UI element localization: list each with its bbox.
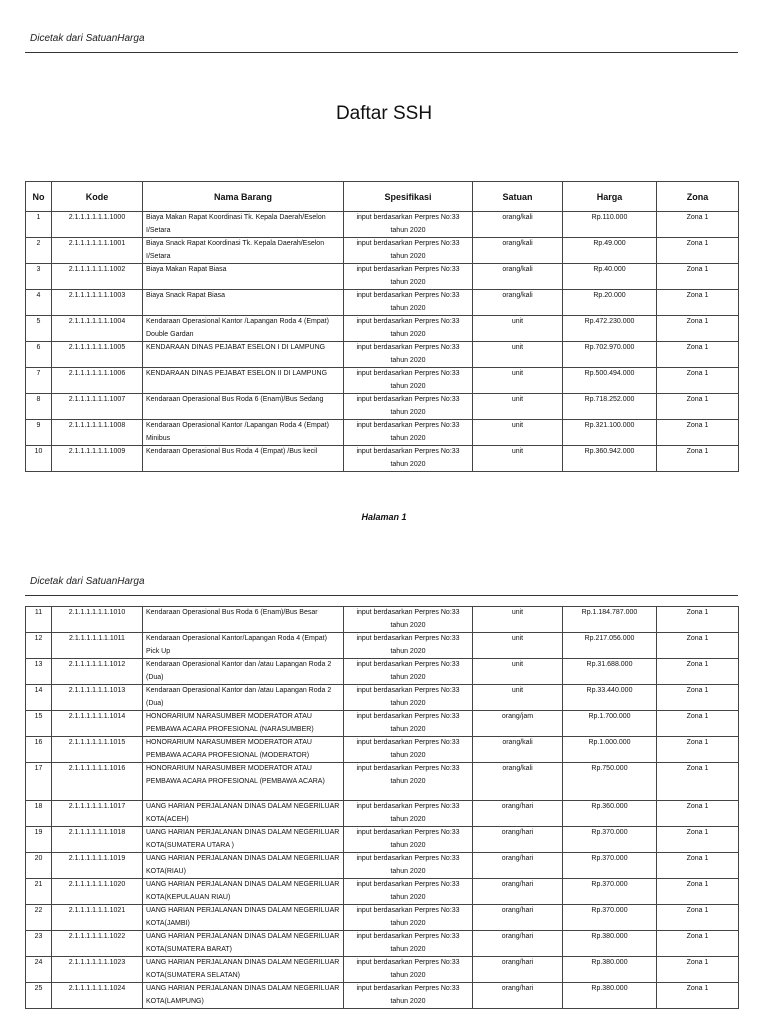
- cell-kode: 2.1.1.1.1.1.1.1000: [52, 212, 143, 238]
- table-row: [26, 879, 739, 905]
- cell-zona: Zona 1: [657, 983, 739, 1009]
- cell-no: 13: [26, 659, 52, 685]
- cell-harga: Rp.40.000: [563, 264, 657, 290]
- cell-zona: Zona 1: [657, 801, 739, 827]
- cell-spesifikasi: input berdasarkan Perpres No:33 tahun 2020: [344, 633, 473, 659]
- page-number: Halaman 1: [361, 512, 407, 522]
- table-row: [26, 316, 739, 342]
- col-header-kode: Kode: [52, 182, 143, 212]
- cell-zona: Zona 1: [657, 212, 739, 238]
- cell-nama-barang: UANG HARIAN PERJALANAN DINAS DALAM NEGERILUAR KOTA(RIAU): [143, 853, 344, 879]
- table-row: [26, 446, 739, 472]
- cell-harga: Rp.472.230.000: [563, 316, 657, 342]
- cell-zona: Zona 1: [657, 394, 739, 420]
- cell-satuan: orang/hari: [473, 931, 563, 957]
- cell-nama-barang: Kendaraan Operasional Bus Roda 6 (Enam)/Bus Besar: [143, 607, 344, 633]
- cell-spesifikasi: input berdasarkan Perpres No:33 tahun 2020: [344, 983, 473, 1009]
- cell-satuan: unit: [473, 659, 563, 685]
- table-row: [26, 801, 739, 827]
- cell-kode: 2.1.1.1.1.1.1.1018: [52, 827, 143, 853]
- cell-harga: Rp.31.688.000: [563, 659, 657, 685]
- cell-satuan: orang/kali: [473, 238, 563, 264]
- cell-zona: Zona 1: [657, 264, 739, 290]
- cell-satuan: orang/hari: [473, 853, 563, 879]
- cell-no: 20: [26, 853, 52, 879]
- ssh-table-page-2: [25, 606, 739, 1009]
- cell-kode: 2.1.1.1.1.1.1.1019: [52, 853, 143, 879]
- cell-kode: 2.1.1.1.1.1.1.1009: [52, 446, 143, 472]
- col-header-satuan: Satuan: [473, 182, 563, 212]
- cell-spesifikasi: input berdasarkan Perpres No:33 tahun 2020: [344, 264, 473, 290]
- table-row: [26, 763, 739, 801]
- cell-no: 5: [26, 316, 52, 342]
- cell-zona: Zona 1: [657, 879, 739, 905]
- cell-kode: 2.1.1.1.1.1.1.1014: [52, 711, 143, 737]
- cell-no: 8: [26, 394, 52, 420]
- cell-harga: Rp.750.000: [563, 763, 657, 801]
- cell-nama-barang: HONORARIUM NARASUMBER MODERATOR ATAU PEMBAWA ACARA PROFESIONAL (MODERATOR): [143, 737, 344, 763]
- cell-satuan: orang/jam: [473, 711, 563, 737]
- cell-satuan: unit: [473, 607, 563, 633]
- cell-spesifikasi: input berdasarkan Perpres No:33 tahun 2020: [344, 957, 473, 983]
- cell-kode: 2.1.1.1.1.1.1.1001: [52, 238, 143, 264]
- cell-satuan: orang/kali: [473, 264, 563, 290]
- cell-satuan: orang/hari: [473, 801, 563, 827]
- cell-no: 2: [26, 238, 52, 264]
- table-row: [26, 905, 739, 931]
- cell-zona: Zona 1: [657, 633, 739, 659]
- cell-zona: Zona 1: [657, 763, 739, 801]
- cell-zona: Zona 1: [657, 316, 739, 342]
- cell-no: 4: [26, 290, 52, 316]
- cell-no: 6: [26, 342, 52, 368]
- ssh-table-page-1: [25, 181, 739, 472]
- table-row: [26, 827, 739, 853]
- cell-no: 3: [26, 264, 52, 290]
- table-row: [26, 368, 739, 394]
- cell-zona: Zona 1: [657, 420, 739, 446]
- cell-kode: 2.1.1.1.1.1.1.1006: [52, 368, 143, 394]
- table-row: [26, 342, 739, 368]
- cell-nama-barang: Biaya Snack Rapat Koordinasi Tk. Kepala Daerah/Eselon I/Setara: [143, 238, 344, 264]
- cell-kode: 2.1.1.1.1.1.1.1003: [52, 290, 143, 316]
- cell-no: 25: [26, 983, 52, 1009]
- cell-no: 21: [26, 879, 52, 905]
- cell-kode: 2.1.1.1.1.1.1.1002: [52, 264, 143, 290]
- cell-no: 17: [26, 763, 52, 801]
- cell-no: 15: [26, 711, 52, 737]
- cell-spesifikasi: input berdasarkan Perpres No:33 tahun 2020: [344, 238, 473, 264]
- cell-no: 1: [26, 212, 52, 238]
- cell-zona: Zona 1: [657, 290, 739, 316]
- table-row: [26, 633, 739, 659]
- table-row: [26, 290, 739, 316]
- cell-zona: Zona 1: [657, 957, 739, 983]
- cell-kode: 2.1.1.1.1.1.1.1008: [52, 420, 143, 446]
- cell-no: 19: [26, 827, 52, 853]
- cell-harga: Rp.380.000: [563, 983, 657, 1009]
- cell-harga: Rp.370.000: [563, 879, 657, 905]
- cell-kode: 2.1.1.1.1.1.1.1007: [52, 394, 143, 420]
- cell-satuan: orang/hari: [473, 957, 563, 983]
- cell-no: 10: [26, 446, 52, 472]
- cell-kode: 2.1.1.1.1.1.1.1023: [52, 957, 143, 983]
- cell-harga: Rp.1.000.000: [563, 737, 657, 763]
- table-row: [26, 931, 739, 957]
- cell-nama-barang: Biaya Makan Rapat Biasa: [143, 264, 344, 290]
- cell-spesifikasi: input berdasarkan Perpres No:33 tahun 2020: [344, 931, 473, 957]
- printed-from-header-page-2: Dicetak dari SatuanHarga: [30, 576, 145, 587]
- cell-zona: Zona 1: [657, 607, 739, 633]
- cell-kode: 2.1.1.1.1.1.1.1004: [52, 316, 143, 342]
- cell-nama-barang: UANG HARIAN PERJALANAN DINAS DALAM NEGERILUAR KOTA(SUMATERA BARAT): [143, 931, 344, 957]
- cell-spesifikasi: input berdasarkan Perpres No:33 tahun 2020: [344, 711, 473, 737]
- col-header-spesifikasi: Spesifikasi: [344, 182, 473, 212]
- cell-kode: 2.1.1.1.1.1.1.1022: [52, 931, 143, 957]
- table-row: [26, 983, 739, 1009]
- cell-zona: Zona 1: [657, 368, 739, 394]
- cell-spesifikasi: input berdasarkan Perpres No:33 tahun 2020: [344, 905, 473, 931]
- table-row: [26, 264, 739, 290]
- cell-harga: Rp.360.000: [563, 801, 657, 827]
- cell-zona: Zona 1: [657, 238, 739, 264]
- table-row: [26, 238, 739, 264]
- cell-spesifikasi: input berdasarkan Perpres No:33 tahun 2020: [344, 659, 473, 685]
- cell-spesifikasi: input berdasarkan Perpres No:33 tahun 2020: [344, 737, 473, 763]
- cell-satuan: unit: [473, 685, 563, 711]
- cell-kode: 2.1.1.1.1.1.1.1011: [52, 633, 143, 659]
- cell-harga: Rp.20.000: [563, 290, 657, 316]
- table-row: [26, 659, 739, 685]
- cell-nama-barang: Kendaraan Operasional Kantor dan /atau Lapangan Roda 2 (Dua): [143, 685, 344, 711]
- cell-kode: 2.1.1.1.1.1.1.1021: [52, 905, 143, 931]
- cell-zona: Zona 1: [657, 827, 739, 853]
- table-row: [26, 853, 739, 879]
- cell-zona: Zona 1: [657, 905, 739, 931]
- col-header-nama-barang: Nama Barang: [143, 182, 344, 212]
- header-divider-page-2: [25, 595, 738, 596]
- cell-satuan: orang/hari: [473, 905, 563, 931]
- cell-nama-barang: UANG HARIAN PERJALANAN DINAS DALAM NEGERILUAR KOTA(ACEH): [143, 801, 344, 827]
- cell-spesifikasi: input berdasarkan Perpres No:33 tahun 2020: [344, 342, 473, 368]
- cell-spesifikasi: input berdasarkan Perpres No:33 tahun 2020: [344, 446, 473, 472]
- cell-nama-barang: UANG HARIAN PERJALANAN DINAS DALAM NEGERILUAR KOTA(SUMATERA UTARA ): [143, 827, 344, 853]
- cell-no: 12: [26, 633, 52, 659]
- cell-harga: Rp.380.000: [563, 957, 657, 983]
- cell-kode: 2.1.1.1.1.1.1.1010: [52, 607, 143, 633]
- cell-spesifikasi: input berdasarkan Perpres No:33 tahun 2020: [344, 801, 473, 827]
- cell-nama-barang: KENDARAAN DINAS PEJABAT ESELON I DI LAMPUNG: [143, 342, 344, 368]
- cell-satuan: orang/hari: [473, 879, 563, 905]
- cell-zona: Zona 1: [657, 659, 739, 685]
- cell-nama-barang: Kendaraan Operasional Kantor dan /atau Lapangan Roda 2 (Dua): [143, 659, 344, 685]
- cell-satuan: orang/hari: [473, 983, 563, 1009]
- cell-zona: Zona 1: [657, 711, 739, 737]
- cell-satuan: orang/kali: [473, 763, 563, 801]
- cell-zona: Zona 1: [657, 342, 739, 368]
- cell-harga: Rp.217.056.000: [563, 633, 657, 659]
- table-row: [26, 420, 739, 446]
- cell-harga: Rp.360.942.000: [563, 446, 657, 472]
- cell-spesifikasi: input berdasarkan Perpres No:33 tahun 2020: [344, 827, 473, 853]
- cell-nama-barang: Kendaraan Operasional Kantor /Lapangan Roda 4 (Empat) Minibus: [143, 420, 344, 446]
- table-row: [26, 607, 739, 633]
- cell-no: 14: [26, 685, 52, 711]
- cell-harga: Rp.33.440.000: [563, 685, 657, 711]
- cell-satuan: unit: [473, 420, 563, 446]
- cell-nama-barang: Kendaraan Operasional Kantor /Lapangan Roda 4 (Empat) Double Gardan: [143, 316, 344, 342]
- col-header-no: No: [26, 182, 52, 212]
- cell-nama-barang: UANG HARIAN PERJALANAN DINAS DALAM NEGERILUAR KOTA(KEPULAUAN RIAU): [143, 879, 344, 905]
- cell-no: 22: [26, 905, 52, 931]
- cell-harga: Rp.370.000: [563, 905, 657, 931]
- cell-kode: 2.1.1.1.1.1.1.1020: [52, 879, 143, 905]
- cell-spesifikasi: input berdasarkan Perpres No:33 tahun 2020: [344, 607, 473, 633]
- cell-kode: 2.1.1.1.1.1.1.1016: [52, 763, 143, 801]
- cell-harga: Rp.500.494.000: [563, 368, 657, 394]
- cell-no: 11: [26, 607, 52, 633]
- cell-satuan: unit: [473, 446, 563, 472]
- cell-satuan: orang/kali: [473, 737, 563, 763]
- cell-harga: Rp.718.252.000: [563, 394, 657, 420]
- cell-nama-barang: UANG HARIAN PERJALANAN DINAS DALAM NEGERILUAR KOTA(JAMBI): [143, 905, 344, 931]
- table-header-row: [26, 182, 739, 212]
- cell-harga: Rp.702.970.000: [563, 342, 657, 368]
- cell-harga: Rp.370.000: [563, 853, 657, 879]
- cell-satuan: orang/hari: [473, 827, 563, 853]
- cell-kode: 2.1.1.1.1.1.1.1024: [52, 983, 143, 1009]
- cell-no: 9: [26, 420, 52, 446]
- cell-nama-barang: Kendaraan Operasional Kantor/Lapangan Roda 4 (Empat) Pick Up: [143, 633, 344, 659]
- cell-spesifikasi: input berdasarkan Perpres No:33 tahun 2020: [344, 879, 473, 905]
- cell-spesifikasi: input berdasarkan Perpres No:33 tahun 2020: [344, 212, 473, 238]
- cell-harga: Rp.370.000: [563, 827, 657, 853]
- cell-nama-barang: KENDARAAN DINAS PEJABAT ESELON II DI LAMPUNG: [143, 368, 344, 394]
- table-row: [26, 711, 739, 737]
- table-row: [26, 212, 739, 238]
- cell-spesifikasi: input berdasarkan Perpres No:33 tahun 2020: [344, 685, 473, 711]
- table-row: [26, 685, 739, 711]
- cell-satuan: orang/kali: [473, 290, 563, 316]
- cell-nama-barang: Biaya Makan Rapat Koordinasi Tk. Kepala Daerah/Eselon I/Setara: [143, 212, 344, 238]
- cell-spesifikasi: input berdasarkan Perpres No:33 tahun 2020: [344, 420, 473, 446]
- cell-spesifikasi: input berdasarkan Perpres No:33 tahun 2020: [344, 853, 473, 879]
- cell-nama-barang: HONORARIUM NARASUMBER MODERATOR ATAU PEMBAWA ACARA PROFESIONAL (NARASUMBER): [143, 711, 344, 737]
- cell-satuan: unit: [473, 342, 563, 368]
- table-row: [26, 737, 739, 763]
- cell-kode: 2.1.1.1.1.1.1.1015: [52, 737, 143, 763]
- cell-zona: Zona 1: [657, 853, 739, 879]
- header-divider: [25, 52, 738, 53]
- cell-harga: Rp.49.000: [563, 238, 657, 264]
- cell-zona: Zona 1: [657, 737, 739, 763]
- page-title: Daftar SSH: [335, 103, 433, 124]
- cell-zona: Zona 1: [657, 931, 739, 957]
- col-header-harga: Harga: [563, 182, 657, 212]
- cell-spesifikasi: input berdasarkan Perpres No:33 tahun 2020: [344, 290, 473, 316]
- cell-nama-barang: Kendaraan Operasional Bus Roda 4 (Empat) /Bus kecil: [143, 446, 344, 472]
- cell-no: 24: [26, 957, 52, 983]
- cell-harga: Rp.1.700.000: [563, 711, 657, 737]
- cell-spesifikasi: input berdasarkan Perpres No:33 tahun 2020: [344, 394, 473, 420]
- cell-nama-barang: Kendaraan Operasional Bus Roda 6 (Enam)/Bus Sedang: [143, 394, 344, 420]
- table-row: [26, 394, 739, 420]
- cell-kode: 2.1.1.1.1.1.1.1012: [52, 659, 143, 685]
- cell-harga: Rp.380.000: [563, 931, 657, 957]
- cell-kode: 2.1.1.1.1.1.1.1017: [52, 801, 143, 827]
- cell-zona: Zona 1: [657, 685, 739, 711]
- cell-harga: Rp.110.000: [563, 212, 657, 238]
- cell-no: 18: [26, 801, 52, 827]
- cell-no: 23: [26, 931, 52, 957]
- cell-harga: Rp.321.100.000: [563, 420, 657, 446]
- cell-zona: Zona 1: [657, 446, 739, 472]
- cell-satuan: unit: [473, 633, 563, 659]
- cell-nama-barang: UANG HARIAN PERJALANAN DINAS DALAM NEGERILUAR KOTA(LAMPUNG): [143, 983, 344, 1009]
- cell-satuan: unit: [473, 394, 563, 420]
- table-row: [26, 957, 739, 983]
- cell-spesifikasi: input berdasarkan Perpres No:33 tahun 2020: [344, 763, 473, 801]
- cell-nama-barang: Biaya Snack Rapat Biasa: [143, 290, 344, 316]
- cell-kode: 2.1.1.1.1.1.1.1013: [52, 685, 143, 711]
- cell-kode: 2.1.1.1.1.1.1.1005: [52, 342, 143, 368]
- col-header-zona: Zona: [657, 182, 739, 212]
- cell-harga: Rp.1.184.787.000: [563, 607, 657, 633]
- cell-spesifikasi: input berdasarkan Perpres No:33 tahun 2020: [344, 368, 473, 394]
- cell-satuan: unit: [473, 368, 563, 394]
- cell-satuan: orang/kali: [473, 212, 563, 238]
- cell-no: 7: [26, 368, 52, 394]
- printed-from-header: Dicetak dari SatuanHarga: [30, 33, 145, 44]
- cell-satuan: unit: [473, 316, 563, 342]
- cell-nama-barang: HONORARIUM NARASUMBER MODERATOR ATAU PEMBAWA ACARA PROFESIONAL (PEMBAWA ACARA): [143, 763, 344, 801]
- cell-spesifikasi: input berdasarkan Perpres No:33 tahun 2020: [344, 316, 473, 342]
- cell-nama-barang: UANG HARIAN PERJALANAN DINAS DALAM NEGERILUAR KOTA(SUMATERA SELATAN): [143, 957, 344, 983]
- cell-no: 16: [26, 737, 52, 763]
